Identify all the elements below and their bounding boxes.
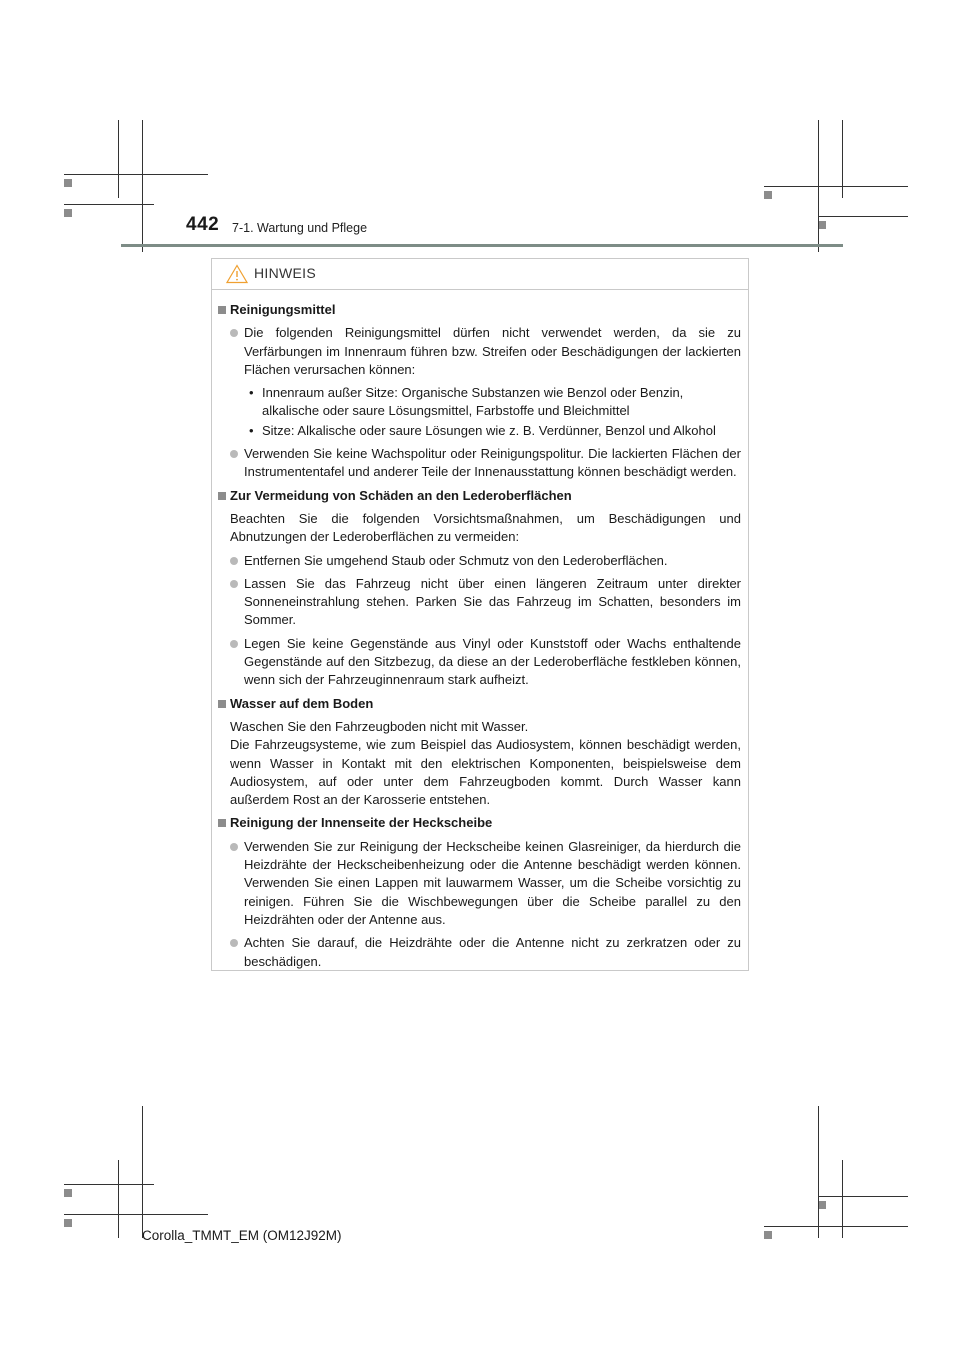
section-heading: Wasser auf dem Boden: [218, 695, 741, 713]
header-rule: [121, 244, 843, 247]
crop-mark: [818, 1196, 908, 1197]
crop-mark: [64, 204, 154, 205]
page-number: 442: [186, 214, 220, 235]
crop-mark: [764, 1226, 908, 1227]
warning-triangle-icon: [226, 264, 248, 284]
bullet-item: Lassen Sie das Fahrzeug nicht über einen längeren Zeitraum unter direkter Sonneneinstrahlung stehen. Parken Sie das Fahrzeug im Schatten, besonders im Sommer.: [218, 575, 741, 630]
crop-mark: [818, 216, 908, 217]
paragraph: Waschen Sie den Fahrzeugboden nicht mit Wasser.: [230, 718, 529, 734]
crop-mark: [764, 186, 908, 187]
section-title: 7-1. Wartung und Pflege: [232, 221, 368, 235]
bullet-item: Die folgenden Reinigungsmittel dürfen nicht verwendet werden, da sie zu Verfärbungen im Innenraum führen bzw. Streifen oder Beschädigungen der lackierten Flächen verursachen können:: [218, 324, 741, 379]
sub-item: • Sitze: Alkalische oder saure Lösungen wie z. B. Verdünner, Benzol und Alkohol: [218, 422, 741, 440]
crop-mark: [142, 120, 143, 252]
sub-item: • Innenraum außer Sitze: Organische Substanzen wie Benzol oder Benzin, alkalische oder saure Lösungsmittel, Farbstoffe und Bleichmittel: [218, 384, 741, 421]
section-heading: Reinigungsmittel: [218, 301, 741, 319]
bullet-item: Legen Sie keine Gegenstände aus Vinyl oder Kunststoff oder Wachs enthaltende Gegenstände auf den Sitzbezug, da diese an der Lederoberfläche festkleben können, wenn sich der Fahrzeuginnenraum stark aufheizt.: [218, 635, 741, 690]
notice-title: HINWEIS: [254, 265, 316, 281]
bullet-item: Entfernen Sie umgehend Staub oder Schmutz von den Lederoberflächen.: [218, 552, 741, 570]
crop-mark: [818, 120, 819, 252]
crop-mark: [64, 1214, 208, 1215]
bullet-item: Verwenden Sie zur Reinigung der Heckscheibe keinen Glasreiniger, da hierdurch die Heizdrähte der Heckscheibenheizung oder die Antenne beschädigt werden können. Verwenden Sie einen Lappen mit lauwarmem Wasser, um die Scheibe vorsichtig zu reinigen. Führen Sie die Wischbewegungen über die Scheibe parallel zu den Heizdrähten oder der Antenne aus.: [218, 838, 741, 929]
section-heading: Reinigung der Innenseite der Heckscheibe: [218, 814, 741, 832]
paragraph: Die Fahrzeugsysteme, wie zum Beispiel das Audiosystem, können beschädigt werden, wenn Wasser in Kontakt mit den elektrischen Komponenten, beispielsweise dem Audiosystem, auf oder unter dem Fahrzeugboden kommt. Durch Wasser kann außerdem Rost an der Karosserie entstehen.: [230, 737, 741, 808]
crop-mark: [842, 1160, 843, 1238]
footer-doc-code: Corolla_TMMT_EM (OM12J92M): [142, 1228, 342, 1243]
crop-mark: [118, 120, 119, 198]
crop-mark: [842, 120, 843, 198]
bullet-item: Achten Sie darauf, die Heizdrähte oder die Antenne nicht zu zerkratzen oder zu beschädigen.: [218, 934, 741, 971]
bullet-item: Verwenden Sie keine Wachspolitur oder Reinigungspolitur. Die lackierten Flächen der Instrumententafel und anderer Teile der Innenausstattung können beschädigt werden.: [218, 445, 741, 482]
notice-content: [212, 290, 748, 971]
notice-box: [211, 258, 749, 971]
crop-mark: [64, 174, 208, 175]
notice-header: [212, 259, 748, 290]
crop-mark: [64, 1184, 154, 1185]
paragraph: Beachten Sie die folgenden Vorsichtsmaßnahmen, um Beschädigungen und Abnutzungen der Lederoberflächen zu vermeiden:: [230, 510, 741, 545]
crop-mark: [818, 1106, 819, 1238]
crop-mark: [142, 1106, 143, 1238]
section-heading: Zur Vermeidung von Schäden an den Lederoberflächen: [218, 487, 741, 505]
crop-mark: [118, 1160, 119, 1238]
